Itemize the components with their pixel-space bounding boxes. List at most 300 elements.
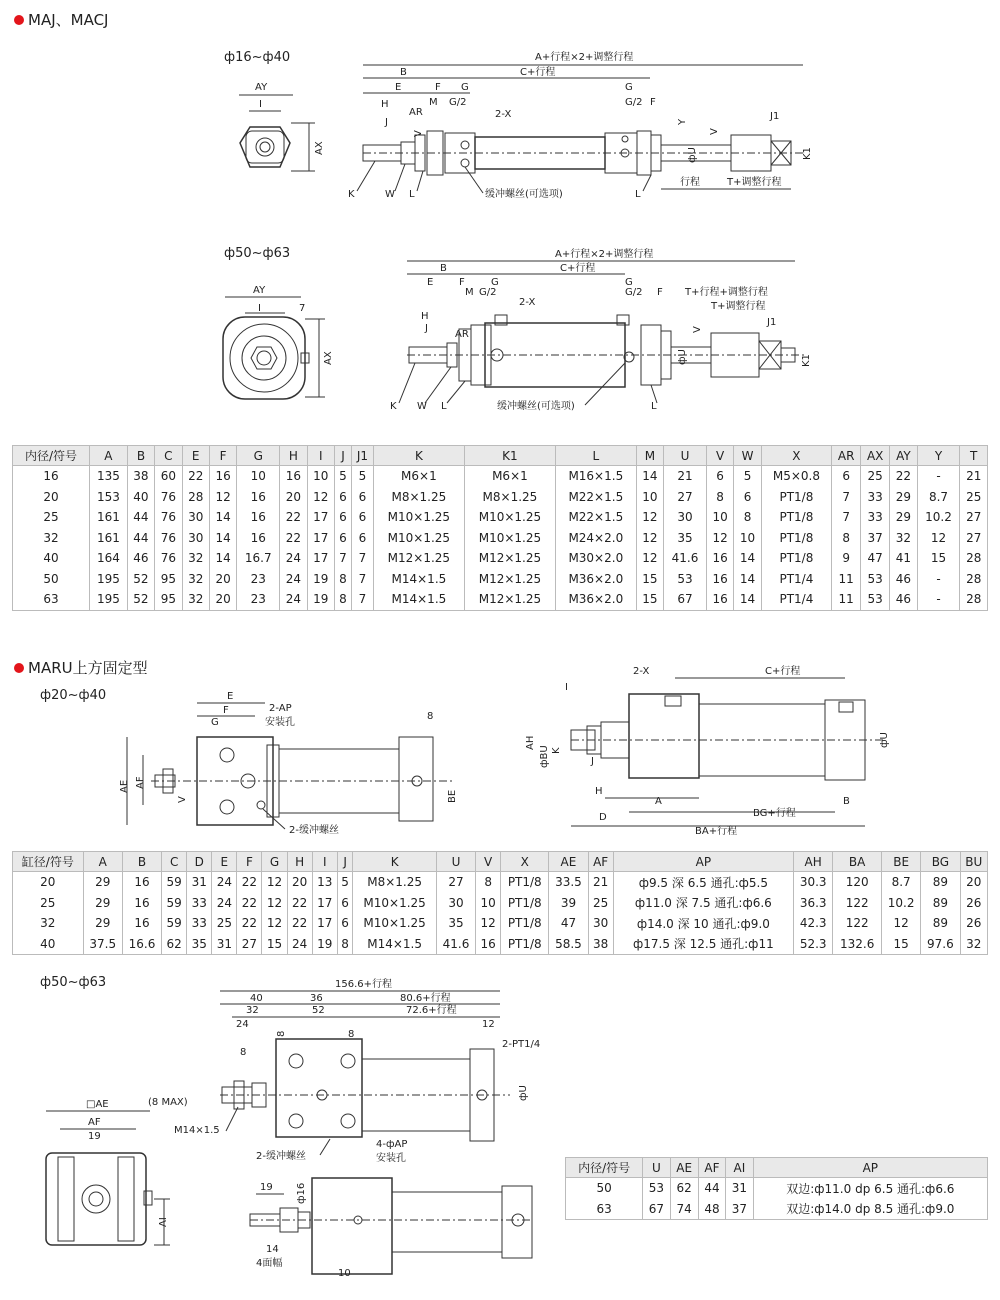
dimension-label: 8 xyxy=(427,711,434,722)
table-cell: PT1/8 xyxy=(501,893,549,914)
table-header-cell: J xyxy=(334,446,351,466)
table-cell: M10×1.25 xyxy=(373,528,464,549)
table-cell: 16 xyxy=(706,569,733,590)
dimension-label: G/2 xyxy=(479,287,497,298)
dimension-label: 缓冲螺丝(可选项) xyxy=(485,189,563,200)
table-cell: 7 xyxy=(832,487,861,508)
table-cell: 67 xyxy=(643,1199,670,1220)
table-header-cell: A xyxy=(90,446,128,466)
table-cell: 8 xyxy=(334,589,351,610)
table-cell: 30.3 xyxy=(794,872,833,893)
bullet-icon xyxy=(14,15,24,25)
table-cell: M10×1.25 xyxy=(464,528,555,549)
dimension-label: M xyxy=(465,287,474,298)
dimension-label: G xyxy=(491,277,499,288)
table-cell: 6 xyxy=(706,466,733,487)
table-cell: 53 xyxy=(643,1178,670,1199)
table-cell: 12 xyxy=(636,548,663,569)
table-cell: 28 xyxy=(960,548,988,569)
table-cell: M22×1.5 xyxy=(555,487,636,508)
dimension-label: L xyxy=(409,189,415,200)
table-cell: 30 xyxy=(182,507,209,528)
table-cell: 16 xyxy=(237,487,280,508)
table-cell: 27 xyxy=(237,934,262,955)
table-cell: 31 xyxy=(212,934,237,955)
dimension-label: V xyxy=(692,326,703,333)
table-cell: M10×1.25 xyxy=(353,913,436,934)
table-row xyxy=(13,528,988,549)
table-cell: 53 xyxy=(861,569,890,590)
table-row xyxy=(566,1178,988,1199)
dimension-label: 72.6+行程 xyxy=(406,1005,457,1016)
dimension-label: J xyxy=(425,323,428,334)
table-cell: 25 xyxy=(588,893,613,914)
dimension-label: 32 xyxy=(246,1005,259,1016)
table-cell: 195 xyxy=(90,569,128,590)
table-cell: 24 xyxy=(280,589,307,610)
table-cell: 10 xyxy=(636,487,663,508)
section-title-maj: MAJ、MACJ xyxy=(14,9,108,30)
table-cell: 22 xyxy=(237,893,262,914)
dimension-label: K1 xyxy=(802,147,813,160)
side-view-16-40-drawing xyxy=(345,45,815,210)
table-header-cell: V xyxy=(476,852,501,872)
table-cell: PT1/8 xyxy=(761,507,831,528)
table-cell: 28 xyxy=(182,487,209,508)
table-cell: 15 xyxy=(882,934,921,955)
dimension-label: B xyxy=(440,263,447,274)
table-cell: 13 xyxy=(312,872,337,893)
table-cell: 22 xyxy=(182,466,209,487)
rod-end-detail-drawing xyxy=(240,1170,540,1280)
dimension-label: 8 xyxy=(240,1047,247,1058)
table-header-cell: 缸径/符号 xyxy=(13,852,84,872)
table-cell: 27 xyxy=(960,528,988,549)
table-cell: 25 xyxy=(212,913,237,934)
table-cell: 16 xyxy=(280,466,307,487)
table-header-cell: C xyxy=(162,852,187,872)
dimension-label: M xyxy=(429,97,438,108)
dimension-label: 80.6+行程 xyxy=(400,993,451,1004)
dimension-label: (8 MAX) xyxy=(148,1097,188,1108)
dimension-label: A+行程×2+调整行程 xyxy=(535,52,634,63)
table-cell: 12 xyxy=(476,913,501,934)
table-cell: M36×2.0 xyxy=(555,569,636,590)
dimension-label: фBU xyxy=(539,745,550,768)
table-cell: 42.3 xyxy=(794,913,833,934)
table-cell: 74 xyxy=(670,1199,698,1220)
dimension-label: H xyxy=(421,311,429,322)
table-cell: 16 xyxy=(122,913,161,934)
table-header-cell: K xyxy=(373,446,464,466)
table-cell: 10.2 xyxy=(882,893,921,914)
table-cell: 8 xyxy=(476,872,501,893)
table-cell: 6 xyxy=(352,528,374,549)
table-cell: 16 xyxy=(13,466,90,487)
dimension-label: фU xyxy=(677,349,688,365)
table-header-cell: BU xyxy=(960,852,987,872)
dimension-label: 19 xyxy=(260,1182,273,1193)
table-cell: 14 xyxy=(209,507,236,528)
table-cell: 50 xyxy=(13,569,90,590)
table-cell: 30 xyxy=(436,893,475,914)
table-cell: 31 xyxy=(726,1178,753,1199)
dimension-label: A xyxy=(655,796,662,807)
table-cell: 32 xyxy=(182,569,209,590)
dimension-label: B xyxy=(400,67,407,78)
table-cell: M12×1.25 xyxy=(373,548,464,569)
table-cell: ф14.0 深 10 通孔:ф9.0 xyxy=(613,913,793,934)
table-cell: M8×1.25 xyxy=(353,872,436,893)
range-label-16-40: ф16~ф40 xyxy=(224,50,291,65)
table-cell: 17 xyxy=(307,507,334,528)
table-cell: 31 xyxy=(187,872,212,893)
table-cell: 19 xyxy=(307,589,334,610)
table-cell: 27 xyxy=(664,487,707,508)
table-cell: 10 xyxy=(734,528,761,549)
table-cell: 23 xyxy=(237,589,280,610)
table-cell: 8.7 xyxy=(882,872,921,893)
table-cell: 21 xyxy=(664,466,707,487)
dimension-label: V xyxy=(709,128,720,135)
table-header-cell: E xyxy=(182,446,209,466)
table-header-cell: AR xyxy=(832,446,861,466)
table-cell: 29 xyxy=(890,507,917,528)
dimension-label: BA+行程 xyxy=(695,826,738,837)
table-cell: 48 xyxy=(698,1199,725,1220)
table-cell: 35 xyxy=(436,913,475,934)
dimension-label: 19 xyxy=(88,1131,101,1142)
table-cell: 59 xyxy=(162,872,187,893)
table-cell: 8 xyxy=(706,487,733,508)
dimension-label: 24 xyxy=(236,1019,249,1030)
table-header-cell: AE xyxy=(549,852,588,872)
dimension-label: AR xyxy=(409,107,423,118)
table-header-cell: J1 xyxy=(352,446,374,466)
table-cell: 19 xyxy=(307,569,334,590)
table-cell: PT1/8 xyxy=(761,548,831,569)
table-cell: 12 xyxy=(706,528,733,549)
table-row xyxy=(13,934,988,955)
table-row xyxy=(13,466,988,487)
table-row xyxy=(13,589,988,610)
dimension-label: G/2 xyxy=(449,97,467,108)
dimension-label: L xyxy=(635,189,641,200)
table-cell: 10.2 xyxy=(917,507,960,528)
table-row xyxy=(13,507,988,528)
table-cell: 22 xyxy=(287,913,312,934)
dimension-label: G/2 xyxy=(625,287,643,298)
table-cell: 20 xyxy=(209,569,236,590)
table-header-cell: E xyxy=(212,852,237,872)
bullet-icon xyxy=(14,663,24,673)
table-header-cell: B xyxy=(122,852,161,872)
dimension-label: G xyxy=(625,82,633,93)
dimension-label: E xyxy=(227,691,234,702)
side-view-50-63-drawing xyxy=(385,245,815,420)
table-header-cell: Y xyxy=(917,446,960,466)
dimension-label: AX xyxy=(314,141,325,155)
table-cell: ф9.5 深 6.5 通孔:ф5.5 xyxy=(613,872,793,893)
table-header-cell: BA xyxy=(833,852,882,872)
table-cell: PT1/8 xyxy=(501,913,549,934)
dimension-label: I xyxy=(259,99,262,110)
maru-side-20-40-drawing xyxy=(525,660,895,840)
table-cell: 12 xyxy=(636,528,663,549)
dimension-label: F xyxy=(459,277,465,288)
table-row xyxy=(13,893,988,914)
table-cell: 26 xyxy=(960,913,987,934)
table-cell: 63 xyxy=(566,1199,643,1220)
table-cell: 15 xyxy=(636,589,663,610)
table-cell: 19 xyxy=(312,934,337,955)
table-cell: 46 xyxy=(890,589,917,610)
table-cell: 6 xyxy=(334,507,351,528)
table-cell: PT1/4 xyxy=(761,589,831,610)
table-cell: 30 xyxy=(182,528,209,549)
table-cell: 22 xyxy=(890,466,917,487)
table-cell: 8 xyxy=(334,569,351,590)
range-label-maru-50-63: ф50~ф63 xyxy=(40,975,107,990)
table-cell: 12 xyxy=(307,487,334,508)
table-cell: 12 xyxy=(636,507,663,528)
table-cell: 52 xyxy=(127,589,154,610)
dimension-label: H xyxy=(381,99,389,110)
dimension-label: 36 xyxy=(310,993,323,1004)
table-cell: M10×1.25 xyxy=(373,507,464,528)
dimension-label: G/2 xyxy=(625,97,643,108)
table-cell: 10 xyxy=(476,893,501,914)
table-header-cell: D xyxy=(187,852,212,872)
table-cell: 11 xyxy=(832,569,861,590)
table-cell: 46 xyxy=(127,548,154,569)
spec-table-maj xyxy=(12,445,988,611)
dimension-label: V xyxy=(413,130,424,137)
table-header-cell: K1 xyxy=(464,446,555,466)
dimension-label: □AE xyxy=(86,1099,109,1110)
table-cell: PT1/4 xyxy=(761,569,831,590)
dimension-label: AY xyxy=(253,285,266,296)
table-cell: M22×1.5 xyxy=(555,507,636,528)
table-header-cell: X xyxy=(501,852,549,872)
table-cell: 53 xyxy=(664,569,707,590)
dimension-label: V xyxy=(177,796,188,803)
end-view-50-63-drawing xyxy=(215,275,335,410)
table-cell: 20 xyxy=(209,589,236,610)
table-cell: 46 xyxy=(890,569,917,590)
dimension-label: T+调整行程 xyxy=(727,177,782,188)
dimension-label: 2-AP xyxy=(269,703,292,714)
table-cell: 6 xyxy=(334,487,351,508)
table-cell: 11 xyxy=(832,589,861,610)
table-cell: 14 xyxy=(636,466,663,487)
table-cell: 6 xyxy=(352,487,374,508)
table-cell: 20 xyxy=(13,487,90,508)
table-cell: 9 xyxy=(832,548,861,569)
spec-table-maru-50-63 xyxy=(565,1157,988,1220)
table-cell: 12 xyxy=(209,487,236,508)
dimension-label: J xyxy=(591,756,594,767)
dimension-label: 8 xyxy=(276,1030,287,1037)
table-cell: M8×1.25 xyxy=(373,487,464,508)
table-cell: 33 xyxy=(187,913,212,934)
dimension-label: 行程 xyxy=(680,177,700,188)
table-header-cell: AF xyxy=(698,1158,725,1178)
table-cell: 16 xyxy=(237,528,280,549)
table-header-cell: BE xyxy=(882,852,921,872)
table-cell: 7 xyxy=(832,507,861,528)
table-cell: 22 xyxy=(280,528,307,549)
table-header-cell: 内径/符号 xyxy=(13,446,90,466)
dimension-label: T+调整行程 xyxy=(711,301,766,312)
table-cell: 120 xyxy=(833,872,882,893)
table-cell: 28 xyxy=(960,569,988,590)
table-row xyxy=(566,1199,988,1220)
table-cell: 89 xyxy=(921,893,960,914)
dimension-label: 2-X xyxy=(633,666,650,677)
table-cell: 7 xyxy=(352,589,374,610)
table-cell: 44 xyxy=(698,1178,725,1199)
table-cell: 8 xyxy=(832,528,861,549)
table-cell: 6 xyxy=(337,913,353,934)
table-cell: 33 xyxy=(861,507,890,528)
table-cell: 10 xyxy=(706,507,733,528)
dimension-label: I xyxy=(258,303,261,314)
dimension-label: 10 xyxy=(338,1268,351,1279)
table-cell: 16 xyxy=(237,507,280,528)
table-cell: 37 xyxy=(861,528,890,549)
table-header-cell: AP xyxy=(753,1158,987,1178)
table-cell: 16 xyxy=(122,872,161,893)
table-cell: 5 xyxy=(734,466,761,487)
table-cell: 6 xyxy=(352,507,374,528)
dimension-label: 2-X xyxy=(495,109,512,120)
table-cell: 14 xyxy=(209,528,236,549)
table-cell: 22 xyxy=(237,872,262,893)
table-cell: PT1/8 xyxy=(501,872,549,893)
table-cell: 52.3 xyxy=(794,934,833,955)
table-cell: 双边:ф14.0 dp 8.5 通孔:ф9.0 xyxy=(753,1199,987,1220)
table-cell: 50 xyxy=(566,1178,643,1199)
table-cell: 40 xyxy=(13,934,84,955)
table-cell: 15 xyxy=(262,934,287,955)
table-cell: 122 xyxy=(833,893,882,914)
table-cell: 7 xyxy=(352,548,374,569)
table-header-cell: AH xyxy=(794,852,833,872)
table-header-cell: U xyxy=(664,446,707,466)
dimension-label: K xyxy=(390,401,397,412)
table-cell: 32 xyxy=(890,528,917,549)
table-cell: 15 xyxy=(917,548,960,569)
table-cell: M12×1.25 xyxy=(464,569,555,590)
dimension-label: C+行程 xyxy=(765,666,801,677)
table-cell: 76 xyxy=(155,507,182,528)
table-cell: 30 xyxy=(588,913,613,934)
table-cell: 22 xyxy=(287,893,312,914)
table-row xyxy=(13,487,988,508)
table-header-cell: V xyxy=(706,446,733,466)
dimension-label: L xyxy=(651,401,657,412)
table-cell: M30×2.0 xyxy=(555,548,636,569)
table-cell: 16 xyxy=(706,548,733,569)
table-cell: 25 xyxy=(13,507,90,528)
dimension-label: AX xyxy=(323,351,334,365)
table-header-cell: 内径/符号 xyxy=(566,1158,643,1178)
table-header-cell: G xyxy=(262,852,287,872)
table-cell: 47 xyxy=(549,913,588,934)
dimension-label: Y xyxy=(677,118,688,125)
table-header-cell: B xyxy=(127,446,154,466)
table-cell: 132.6 xyxy=(833,934,882,955)
table-cell: 41 xyxy=(890,548,917,569)
dimension-label: 缓冲螺丝(可选项) xyxy=(497,401,575,412)
table-cell: 17 xyxy=(312,893,337,914)
table-cell: M14×1.5 xyxy=(373,569,464,590)
table-cell: 24 xyxy=(212,893,237,914)
table-cell: 21 xyxy=(960,466,988,487)
table-cell: 29 xyxy=(83,872,122,893)
table-cell: M14×1.5 xyxy=(373,589,464,610)
dimension-label: K1 xyxy=(801,354,812,367)
table-cell: 20 xyxy=(280,487,307,508)
table-cell: M12×1.25 xyxy=(464,548,555,569)
table-cell: 32 xyxy=(182,589,209,610)
table-cell: M10×1.25 xyxy=(353,893,436,914)
table-header-cell: M xyxy=(636,446,663,466)
end-view-16-40-drawing xyxy=(225,75,325,190)
table-cell: ф11.0 深 7.5 通孔:ф6.6 xyxy=(613,893,793,914)
table-cell: 89 xyxy=(921,913,960,934)
dimension-label: H xyxy=(595,786,603,797)
table-cell: 14 xyxy=(734,589,761,610)
table-cell: 26 xyxy=(960,893,987,914)
table-cell: 32 xyxy=(13,913,84,934)
dimension-label: D xyxy=(599,812,607,823)
table-cell: 15 xyxy=(636,569,663,590)
dimension-label: 7 xyxy=(299,303,306,314)
table-cell: M6×1 xyxy=(373,466,464,487)
table-cell: 38 xyxy=(127,466,154,487)
table-header-cell: A xyxy=(83,852,122,872)
table-cell: 97.6 xyxy=(921,934,960,955)
table-cell: 17 xyxy=(312,913,337,934)
table-cell: 95 xyxy=(155,569,182,590)
dimension-label: W xyxy=(385,189,395,200)
table-cell: 59 xyxy=(162,893,187,914)
table-cell: 37 xyxy=(726,1199,753,1220)
table-row xyxy=(13,548,988,569)
table-cell: PT1/8 xyxy=(761,487,831,508)
dimension-label: J1 xyxy=(770,111,780,122)
table-cell: 44 xyxy=(127,528,154,549)
table-cell: 59 xyxy=(162,913,187,934)
table-cell: 76 xyxy=(155,548,182,569)
table-cell: 58.5 xyxy=(549,934,588,955)
table-cell: 60 xyxy=(155,466,182,487)
table-header-cell: K xyxy=(353,852,436,872)
dimension-label: W xyxy=(417,401,427,412)
table-cell: 24 xyxy=(280,569,307,590)
table-cell: 32 xyxy=(960,934,987,955)
dimension-label: G xyxy=(211,717,219,728)
table-cell: 38 xyxy=(588,934,613,955)
table-cell: 95 xyxy=(155,589,182,610)
dimension-label: G xyxy=(461,82,469,93)
table-cell: 47 xyxy=(861,548,890,569)
table-cell: 6 xyxy=(734,487,761,508)
dimension-label: AI xyxy=(158,1217,169,1227)
table-cell: 17 xyxy=(307,548,334,569)
